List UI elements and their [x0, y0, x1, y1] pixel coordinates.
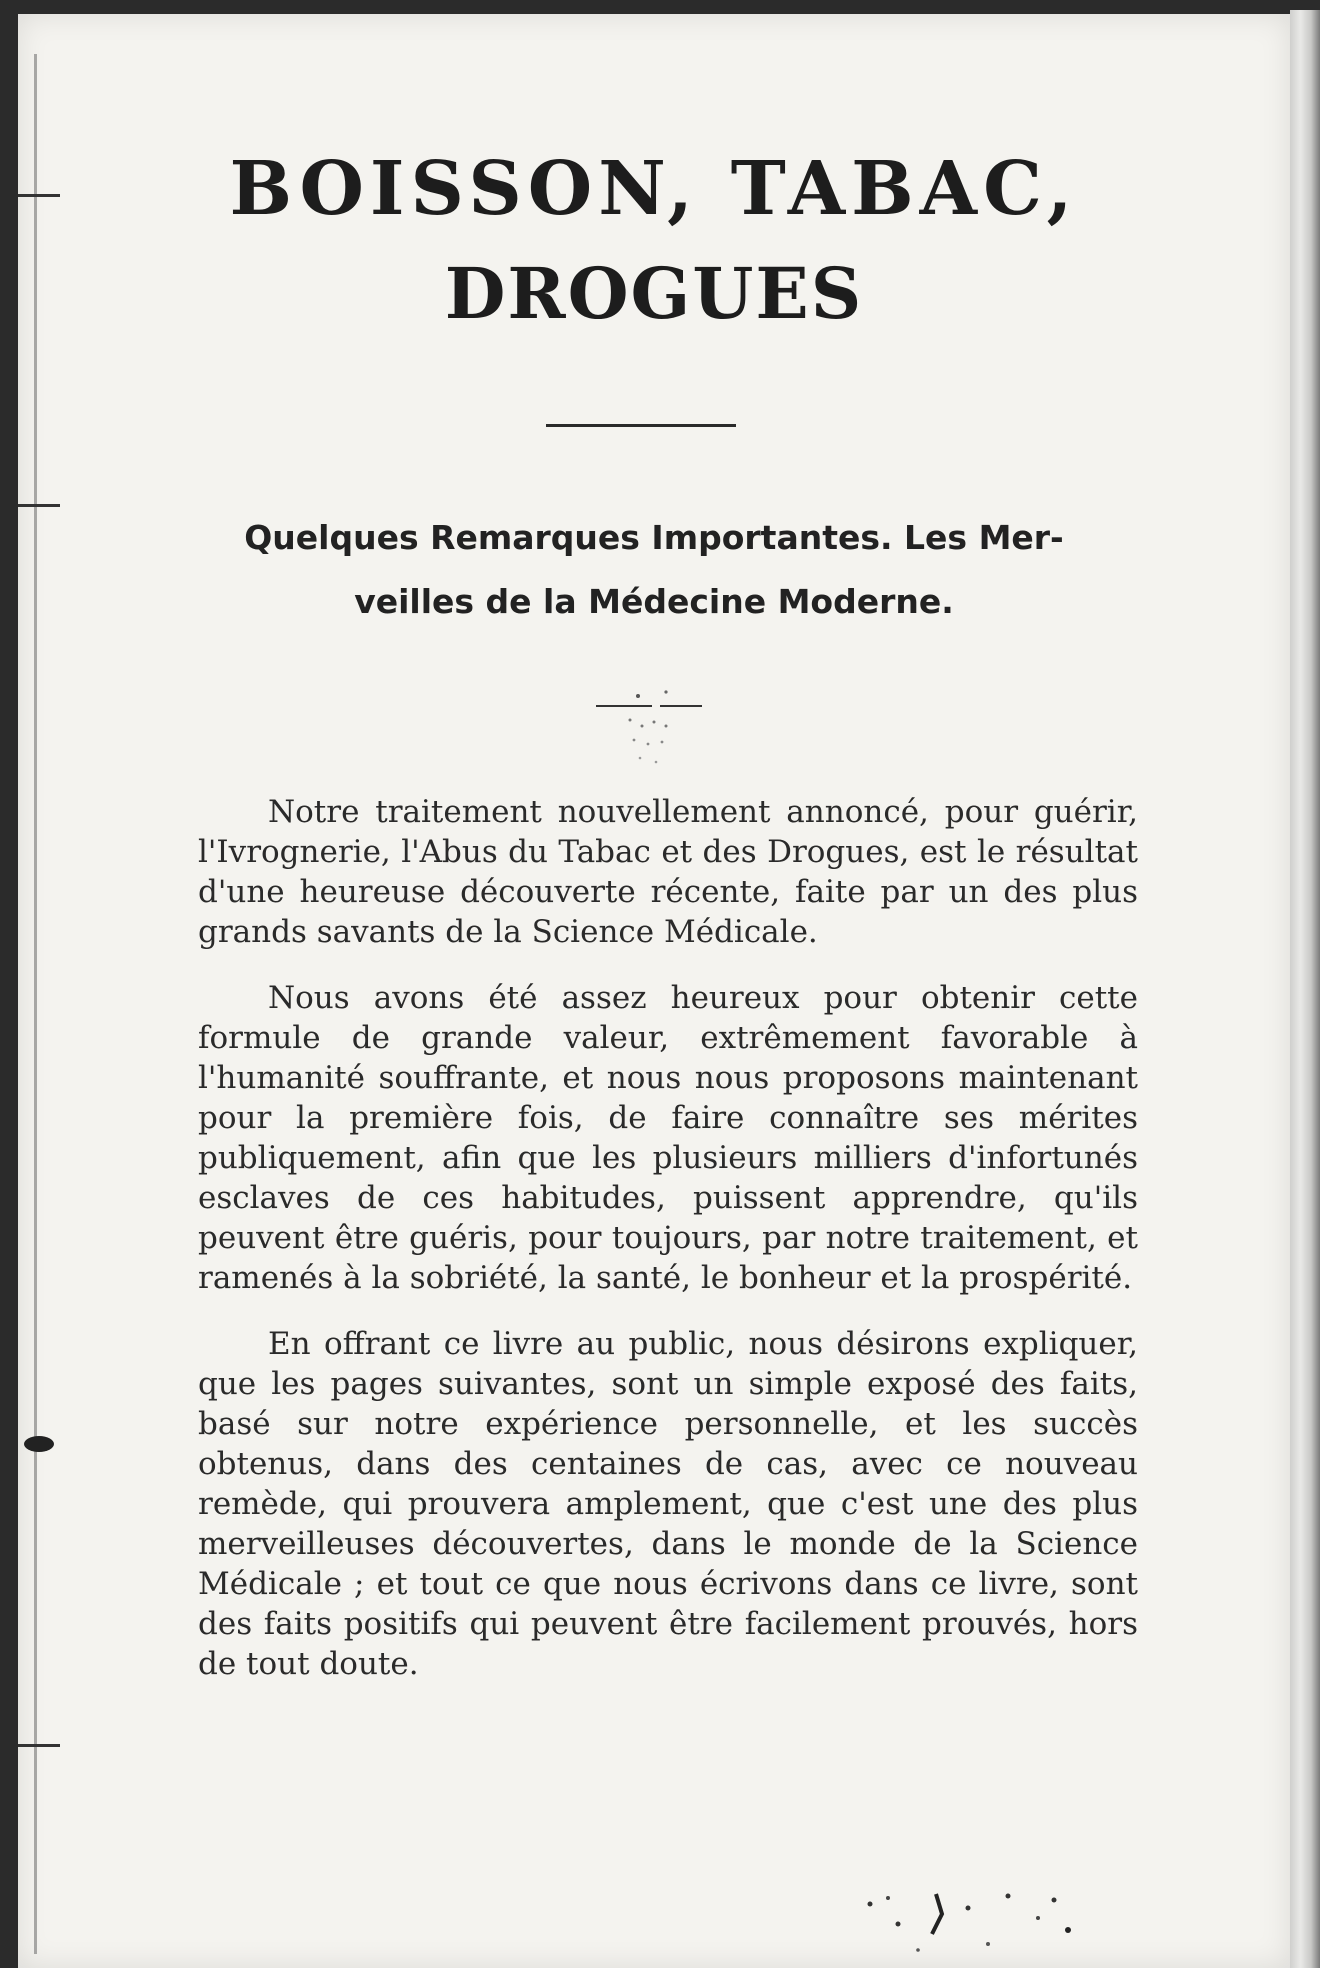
body-text	[198, 792, 1138, 1710]
ornament-divider-icon	[590, 682, 710, 772]
binding-stitch	[18, 1744, 60, 1747]
binding-stitch	[18, 504, 60, 507]
title-divider	[546, 424, 736, 427]
paragraph: En offrant ce livre au public, nous désirons expliquer, que les pages suivantes, sont un simple exposé des faits, basé sur notre expérience personnelle, et les succès obtenus, dans des centaines de cas, avec ce nouveau remède, qui prouvera amplement, que c'est une des plus merveilleuses découvertes, dans le monde de la Science Médicale ; et tout ce que nous écrivons dans ce livre, sont des faits positifs qui peuvent être facilement prouvés, hors de tout doute.	[198, 1326, 1138, 1682]
paragraph: Notre traitement nouvellement annoncé, pour guérir, l'Ivrognerie, l'Abus du Tabac et des Drogues, est le résultat d'une heureuse découverte récente, faite par un des plus grands savants de la Science Médicale.	[198, 794, 1138, 950]
subtitle-line-2: veilles de la Médecine Moderne.	[354, 582, 954, 621]
page-title-line-1: BOISSON, TABAC,	[229, 146, 1079, 232]
binding-edge	[34, 54, 37, 1954]
page-edge-shadow	[1290, 10, 1320, 1968]
subtitle-line-1: Quelques Remarques Importantes. Les Mer-	[244, 518, 1064, 557]
binding-stitch	[24, 1436, 54, 1452]
paragraph: Nous avons été assez heureux pour obtenir cette formule de grande valeur, extrêmement favorable à l'humanité souffrante, et nous nous proposons maintenant pour la première fois, de faire connaître ses mérites publiquement, afin que les plusieurs milliers d'infortunés esclaves de ces habitudes, puissent apprendre, qu'ils peuvent être guéris, pour toujours, par notre traitement, et ramenés à la sobriété, la santé, le bonheur et la prospérité.	[198, 980, 1138, 1296]
page-title-line-2: DROGUES	[444, 252, 864, 335]
paper-specks-icon	[858, 1884, 1118, 1964]
book-page	[18, 14, 1290, 1968]
